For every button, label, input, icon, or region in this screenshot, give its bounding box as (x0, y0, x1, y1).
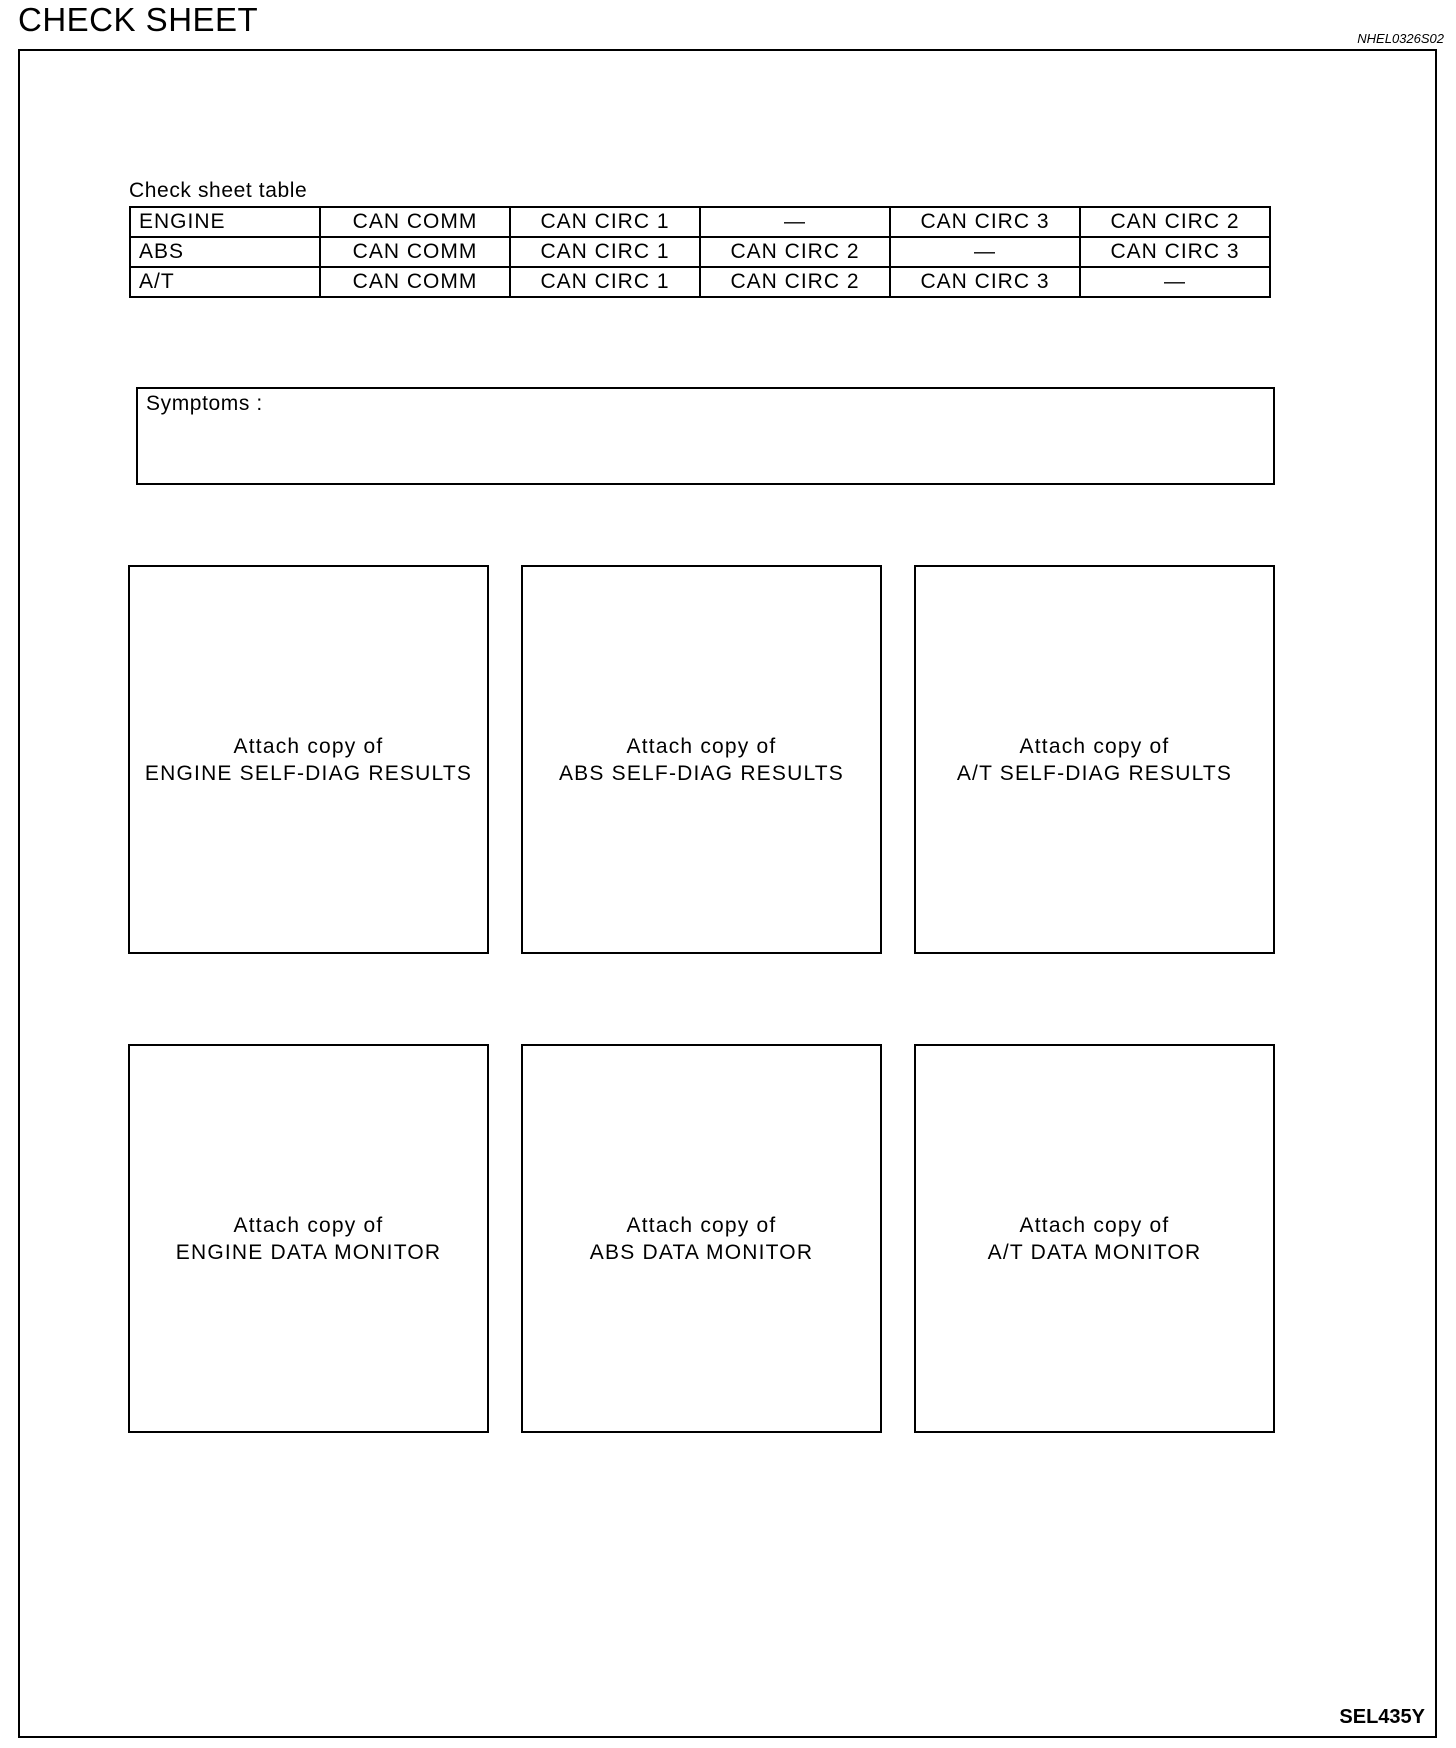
table-cell: CAN CIRC 2 (700, 267, 890, 297)
attach-box-line2: ABS SELF-DIAG RESULTS (558, 761, 845, 785)
table-cell: CAN COMM (320, 237, 510, 267)
attach-box-line1: Attach copy of (1019, 1213, 1170, 1237)
figure-code: SEL435Y (1339, 1706, 1425, 1728)
attach-box-at-self-diag (914, 565, 1275, 954)
table-row-at (130, 267, 1270, 297)
row-label-abs: ABS (130, 237, 320, 267)
table-cell: — (1080, 267, 1270, 297)
check-sheet-table (129, 206, 1271, 298)
table-cell: CAN CIRC 2 (1080, 207, 1270, 237)
attach-box-at-data-monitor (914, 1044, 1275, 1433)
table-cell: CAN CIRC 1 (510, 207, 700, 237)
table-cell: CAN CIRC 1 (510, 237, 700, 267)
attach-box-abs-self-diag (521, 565, 882, 954)
symptoms-box (136, 387, 1275, 485)
attach-box-line2: A/T SELF-DIAG RESULTS (956, 761, 1233, 785)
attach-box-line2: ABS DATA MONITOR (589, 1240, 814, 1264)
table-cell: CAN CIRC 2 (700, 237, 890, 267)
attach-box-line1: Attach copy of (233, 1213, 384, 1237)
attach-box-line2: ENGINE DATA MONITOR (175, 1240, 442, 1264)
table-cell: — (700, 207, 890, 237)
row-label-at: A/T (130, 267, 320, 297)
table-cell: CAN COMM (320, 207, 510, 237)
table-cell: CAN CIRC 3 (1080, 237, 1270, 267)
table-row-abs (130, 237, 1270, 267)
attach-box-abs-data-monitor (521, 1044, 882, 1433)
attach-box-engine-data-monitor (128, 1044, 489, 1433)
table-cell: CAN CIRC 3 (890, 207, 1080, 237)
attach-box-line1: Attach copy of (626, 734, 777, 758)
document-code: NHEL0326S02 (1357, 31, 1444, 46)
attach-box-line1: Attach copy of (233, 734, 384, 758)
table-cell: CAN COMM (320, 267, 510, 297)
table-cell: CAN CIRC 1 (510, 267, 700, 297)
row-label-engine: ENGINE (130, 207, 320, 237)
attach-box-line1: Attach copy of (626, 1213, 777, 1237)
attach-box-line2: ENGINE SELF-DIAG RESULTS (144, 761, 473, 785)
table-cell: CAN CIRC 3 (890, 267, 1080, 297)
page-title: CHECK SHEET (18, 1, 259, 38)
table-cell: — (890, 237, 1080, 267)
attach-box-line2: A/T DATA MONITOR (987, 1240, 1202, 1264)
symptoms-label: Symptoms : (146, 392, 263, 415)
attach-box-engine-self-diag (128, 565, 489, 954)
table-row-engine (130, 207, 1270, 237)
attach-box-line1: Attach copy of (1019, 734, 1170, 758)
table-caption: Check sheet table (129, 179, 308, 202)
